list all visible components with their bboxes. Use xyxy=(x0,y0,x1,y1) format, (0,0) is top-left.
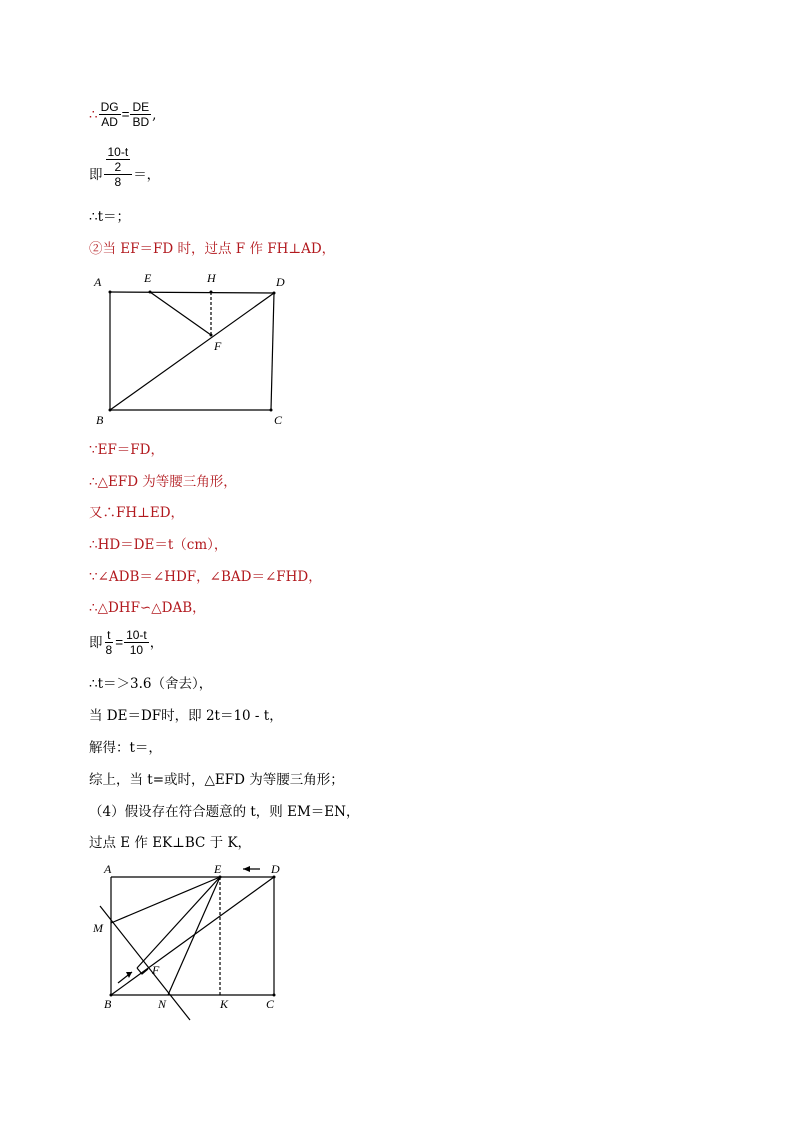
line-text: ∴△EFD 为等腰三角形， xyxy=(89,474,237,490)
line-ratio-dg-ad xyxy=(89,100,156,129)
line-isosceles xyxy=(89,473,237,491)
line-text: ∵EF＝FD， xyxy=(89,442,165,458)
label-b: B xyxy=(104,997,112,1011)
segment-ef xyxy=(137,877,220,968)
line-de-df xyxy=(89,707,283,725)
line-text: ∴△DHF∽△DAB， xyxy=(89,600,206,616)
segment-dc xyxy=(271,293,274,410)
line-text: ②当 EF＝FD 时，过点 F 作 FH⊥AD， xyxy=(89,241,336,257)
line-case-2 xyxy=(89,240,335,258)
label-d: D xyxy=(276,275,285,289)
fraction-numerator: 10-t xyxy=(126,628,147,642)
comma: ， xyxy=(149,634,164,651)
line-angles xyxy=(89,568,322,586)
label-h: H xyxy=(207,271,216,285)
fraction-numerator: DE xyxy=(132,100,150,114)
comma: , xyxy=(152,106,157,123)
fraction-denominator: 8 xyxy=(105,643,113,657)
therefore-symbol: ∴ xyxy=(89,106,98,123)
label-k: K xyxy=(220,997,229,1011)
inner-denominator: 2 xyxy=(114,160,122,174)
label-f: F xyxy=(152,963,160,977)
line-text: ∴t＝＞3.6（舍去）， xyxy=(89,676,213,692)
fraction-denominator: 10 xyxy=(129,643,144,657)
line-text: 过点 E 作 EK⊥BC 于 K， xyxy=(89,835,252,851)
compound-denominator: 8 xyxy=(114,175,122,189)
line-text: ∴HD＝DE＝t（cm）， xyxy=(89,537,228,553)
line-similar xyxy=(89,599,206,617)
label-c: C xyxy=(266,997,275,1011)
line-text: 解得：t＝， xyxy=(89,740,162,756)
line-text: （4）假设存在符合题意的 t，则 EM＝EN， xyxy=(89,804,360,820)
line-mn xyxy=(100,906,190,1020)
label-f: F xyxy=(214,339,222,353)
label-d: D xyxy=(271,862,280,876)
line-conclusion xyxy=(89,771,344,789)
fraction-denominator: BD xyxy=(132,115,150,129)
label-n: N xyxy=(158,997,167,1011)
label-e: E xyxy=(144,271,152,285)
ji-prefix: 即 xyxy=(89,167,103,183)
line-ek-perp-bc xyxy=(89,834,251,852)
segment-ad xyxy=(110,292,274,293)
figure-rectangle-em-en xyxy=(88,858,303,1028)
fraction-t-8 xyxy=(104,628,115,657)
segment-bd xyxy=(110,293,274,410)
line-hd-de-t xyxy=(89,536,227,554)
segment-bd xyxy=(111,877,274,995)
segment-me xyxy=(111,877,220,923)
compound-numerator xyxy=(104,145,133,175)
equals-sign: = xyxy=(121,106,130,122)
label-a: A xyxy=(94,275,102,289)
segment-ef xyxy=(150,292,211,335)
segment-en xyxy=(168,877,220,995)
arrowhead-bf xyxy=(126,972,132,978)
line-fh-perp-ed xyxy=(89,504,184,522)
arrowhead-de xyxy=(243,866,250,872)
inner-numerator: 10-t xyxy=(107,145,129,159)
line-text: 综上，当 t=或时，△EFD 为等腰三角形； xyxy=(89,772,344,788)
label-b: B xyxy=(96,413,104,427)
equals-comma: ＝， xyxy=(133,167,161,183)
label-c: C xyxy=(274,413,283,427)
fraction-dg-ad xyxy=(99,100,121,129)
fraction-denominator: AD xyxy=(101,115,118,129)
line-ratio-t xyxy=(89,628,163,657)
fraction-10mt-10 xyxy=(124,628,149,657)
fraction-de-bd xyxy=(130,100,151,129)
line-text: 当 DE＝DF时，即 2t＝10 - t， xyxy=(89,708,283,724)
line-compound-fraction xyxy=(89,145,160,189)
line-t-gt-discard xyxy=(89,675,212,693)
compound-fraction xyxy=(104,145,133,189)
line-because-ef-fd xyxy=(89,441,164,459)
line-text: ∴t＝； xyxy=(89,209,131,225)
fraction-numerator: t xyxy=(107,628,111,642)
line-text: 又∴FH⊥ED， xyxy=(89,505,185,521)
fraction-numerator: DG xyxy=(100,100,119,114)
line-part-4 xyxy=(89,803,359,821)
line-t-equals xyxy=(89,208,130,226)
ji-prefix: 即 xyxy=(89,634,103,651)
equals-sign: = xyxy=(115,634,124,650)
figure-rectangle-efd xyxy=(88,268,298,433)
line-solve xyxy=(89,739,162,757)
label-a: A xyxy=(104,862,112,876)
label-m: M xyxy=(93,921,103,935)
line-text: ∵∠ADB＝∠HDF，∠BAD＝∠FHD， xyxy=(89,569,322,585)
label-e: E xyxy=(214,862,222,876)
